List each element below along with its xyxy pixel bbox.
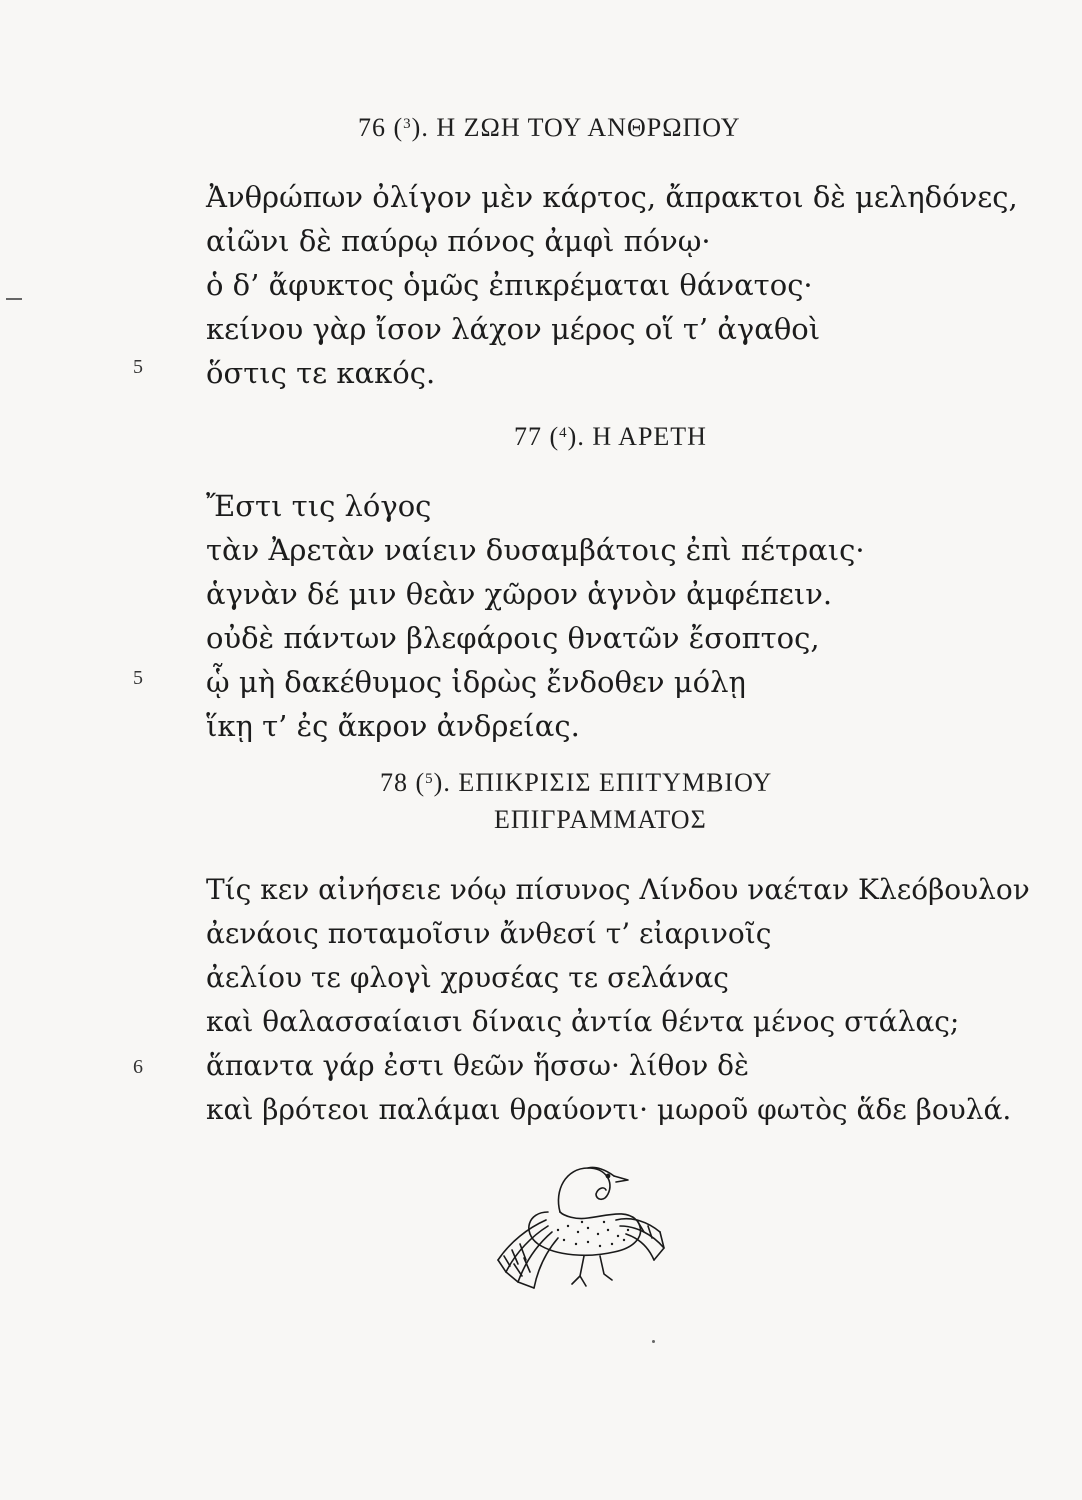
poem-78-line-6: καὶ βρότεοι παλάμαι θραύοντι· μωροῦ φωτὸς ἅδε βουλά. [206, 1093, 1012, 1126]
poem-77-line-1: Ἔστι τις λόγος [206, 489, 432, 523]
poem-76-line-4: κείνου γὰρ ἴσον λάχον μέρος οἵ τ’ ἀγαθοὶ [206, 312, 821, 346]
poem-78-line-3: ἀελίου τε φλογὶ χρυσέας τε σελάνας [206, 961, 729, 994]
poem-77-number: 77 [514, 422, 542, 451]
scan-mark [6, 298, 22, 300]
poem-76-line-2: αἰῶνι δὲ παύρῳ πόνος ἀμφὶ πόνῳ· [206, 224, 711, 258]
poem-76-heading: 76 ($^3$). Η ΖΩΗ ΤΟΥ ΑΝΘΡΩΠΟΥ [358, 113, 741, 142]
poem-77-line-4: οὐδὲ πάντων βλεφάροις θνατῶν ἔσοπτος, [206, 621, 820, 655]
poem-76-line-1: Ἀνθρώπων ὀλίγον μὲν κάρτος, ἄπρακτοι δὲ μεληδόνες, [206, 180, 1018, 214]
poem-77-line-number: 5 [133, 667, 143, 689]
poem-78-source: 5 [425, 771, 434, 787]
poem-76-line-number: 5 [133, 356, 143, 378]
poem-78-line-2: ἀενάοις ποταμοῖσιν ἄνθεσί τ’ εἰαρινοῖς [206, 917, 772, 950]
poem-77-line-3: ἁγνὰν δέ μιν θεὰν χῶρον ἁγνὸν ἀμφέπειν. [206, 577, 833, 611]
poem-77-line-5: ᾧ μὴ δακέθυμος ἱδρὼς ἔνδοθεν μόλῃ [206, 665, 746, 699]
poem-77-title: Η ΑΡΕΤΗ [592, 422, 707, 451]
poem-76-line-5: ὅστις τε κακός. [206, 356, 436, 390]
poem-78-line-4: καὶ θαλασσαίαισι δίναις ἀντία θέντα μένος στάλας; [206, 1005, 960, 1038]
poem-78-heading: 78 ($^5$). ΕΠΙΚΡΙΣΙΣ ΕΠΙΤΥΜΒΙΟΥ [380, 768, 773, 797]
poem-76-title: Η ΖΩΗ ΤΟΥ ΑΝΘΡΩΠΟΥ [436, 113, 741, 142]
poem-76-line-3: ὁ δ’ ἄφυκτος ὁμῶς ἐπικρέμαται θάνατος· [206, 268, 813, 302]
scan-mark [652, 1340, 655, 1343]
poem-78-line-number: 6 [133, 1056, 143, 1078]
poem-77-source: 4 [559, 425, 568, 441]
poem-76-number: 76 [358, 113, 386, 142]
poem-77-line-2: τὰν Ἀρετὰν ναίειν δυσαμβάτοις ἐπὶ πέτραις· [206, 533, 865, 567]
poem-78-title-line-2: ΕΠΙΓΡΑΜΜΑΤΟΣ [494, 805, 707, 834]
poem-78-line-5: ἅπαντα γάρ ἐστι θεῶν ἥσσω· λίθον δὲ [206, 1049, 750, 1082]
poem-78-line-1: Τίς κεν αἰνήσειε νόῳ πίσυνος Λίνδου ναέταν Κλεόβουλον [206, 873, 1030, 906]
poem-78-title-line-1: ΕΠΙΚΡΙΣΙΣ ΕΠΙΤΥΜΒΙΟΥ [458, 768, 773, 797]
swan-ornament-icon [488, 1160, 678, 1300]
poem-78-number: 78 [380, 768, 408, 797]
poem-76-source: 3 [403, 116, 412, 132]
poem-77-line-6: ἵκῃ τ’ ἐς ἄκρον ἀνδρείας. [206, 709, 580, 743]
poem-77-heading: 77 ($^4$). Η ΑΡΕΤΗ [514, 422, 707, 451]
